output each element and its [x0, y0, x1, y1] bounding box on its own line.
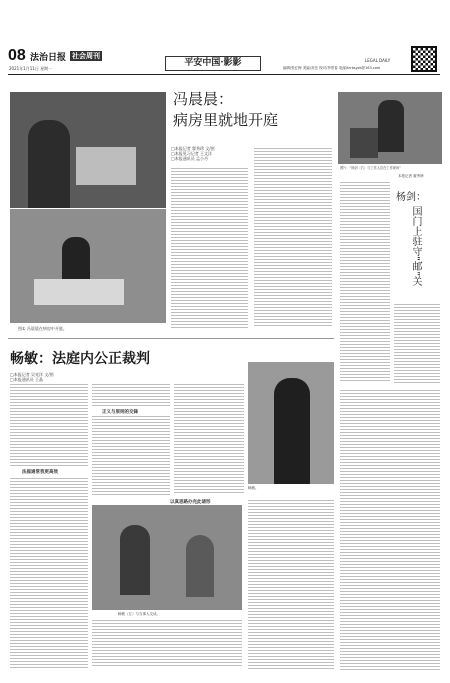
story3-col-a [340, 182, 390, 382]
story1-title-line2: 病房里就地开庭 [173, 111, 279, 129]
story3-title: 杨剑： [396, 192, 426, 203]
editor-line: 编辑/张红梅 美编/高岳 校对/李景春 电邮/fzrbsyzk@163.com [283, 66, 381, 70]
section-divider [8, 338, 334, 339]
story2-sub2: 法庭通常我更高效 [22, 470, 58, 475]
photo-feng-bottom [10, 209, 166, 323]
story3-col-c [340, 390, 440, 670]
caption-feng: 图① 冯晨晨在病房中开庭。 [18, 326, 67, 331]
masthead [0, 0, 450, 75]
section-label: 平安中国·影影 [184, 58, 242, 68]
story2-col4 [248, 500, 334, 670]
story-yang [338, 76, 442, 674]
issue-date: 2021年1月11日 星期一 [9, 66, 53, 71]
caption-chang2: 畅敏（左）与当事人交谈。 [118, 612, 160, 616]
story3-byline: 本报记者 翟秀珍 [398, 174, 424, 178]
photo-feng-top [10, 92, 166, 208]
story1-byline: □本报记者 翟秀珍 文/图 □本报见习记者 王文洋 □本报通讯员 孟小丹 [171, 146, 215, 161]
story2-col2b [92, 416, 170, 496]
story2-byline: □本报记者 吴亮洋 文/图 □本报通讯员 王晶 [10, 372, 54, 382]
story2-col3 [174, 384, 244, 494]
story3-title2: 国门上驻守“邮”关 [410, 206, 421, 287]
legal-daily: LEGAL DAILY [365, 58, 391, 63]
caption-chang1: 畅敏。 [248, 486, 259, 490]
story2-col2a [92, 384, 170, 406]
story2-col5 [92, 620, 242, 668]
story-chang [8, 340, 335, 675]
photo-yang [338, 92, 442, 164]
story2-sub3: 以真思路办完此诸形 [170, 500, 211, 505]
story3-col-b [394, 304, 440, 384]
caption-yang: 图片：“杨剑（右）与工作人员在工作现场” [340, 166, 401, 170]
paper-name: 法治日报 [30, 53, 67, 63]
photo-chang-portrait [248, 362, 334, 484]
story1-col2 [254, 148, 332, 328]
story2-sub1: 正义与原则的交锋 [102, 410, 138, 415]
header-rule [8, 74, 440, 75]
story1-title-line1: 冯晨晨： [173, 90, 234, 108]
story2-title: 畅敏：法庭内公正裁判 [10, 351, 150, 367]
story1-col1 [171, 168, 248, 328]
story2-col1 [10, 384, 88, 468]
photo-chang-talk [92, 505, 242, 610]
sub-name: 社会周刊 [72, 52, 100, 60]
story2-col1b [10, 478, 88, 668]
qr-code-icon [411, 46, 437, 72]
page-number: 08 [8, 47, 26, 64]
section-title [165, 56, 261, 71]
story-feng [8, 76, 335, 334]
